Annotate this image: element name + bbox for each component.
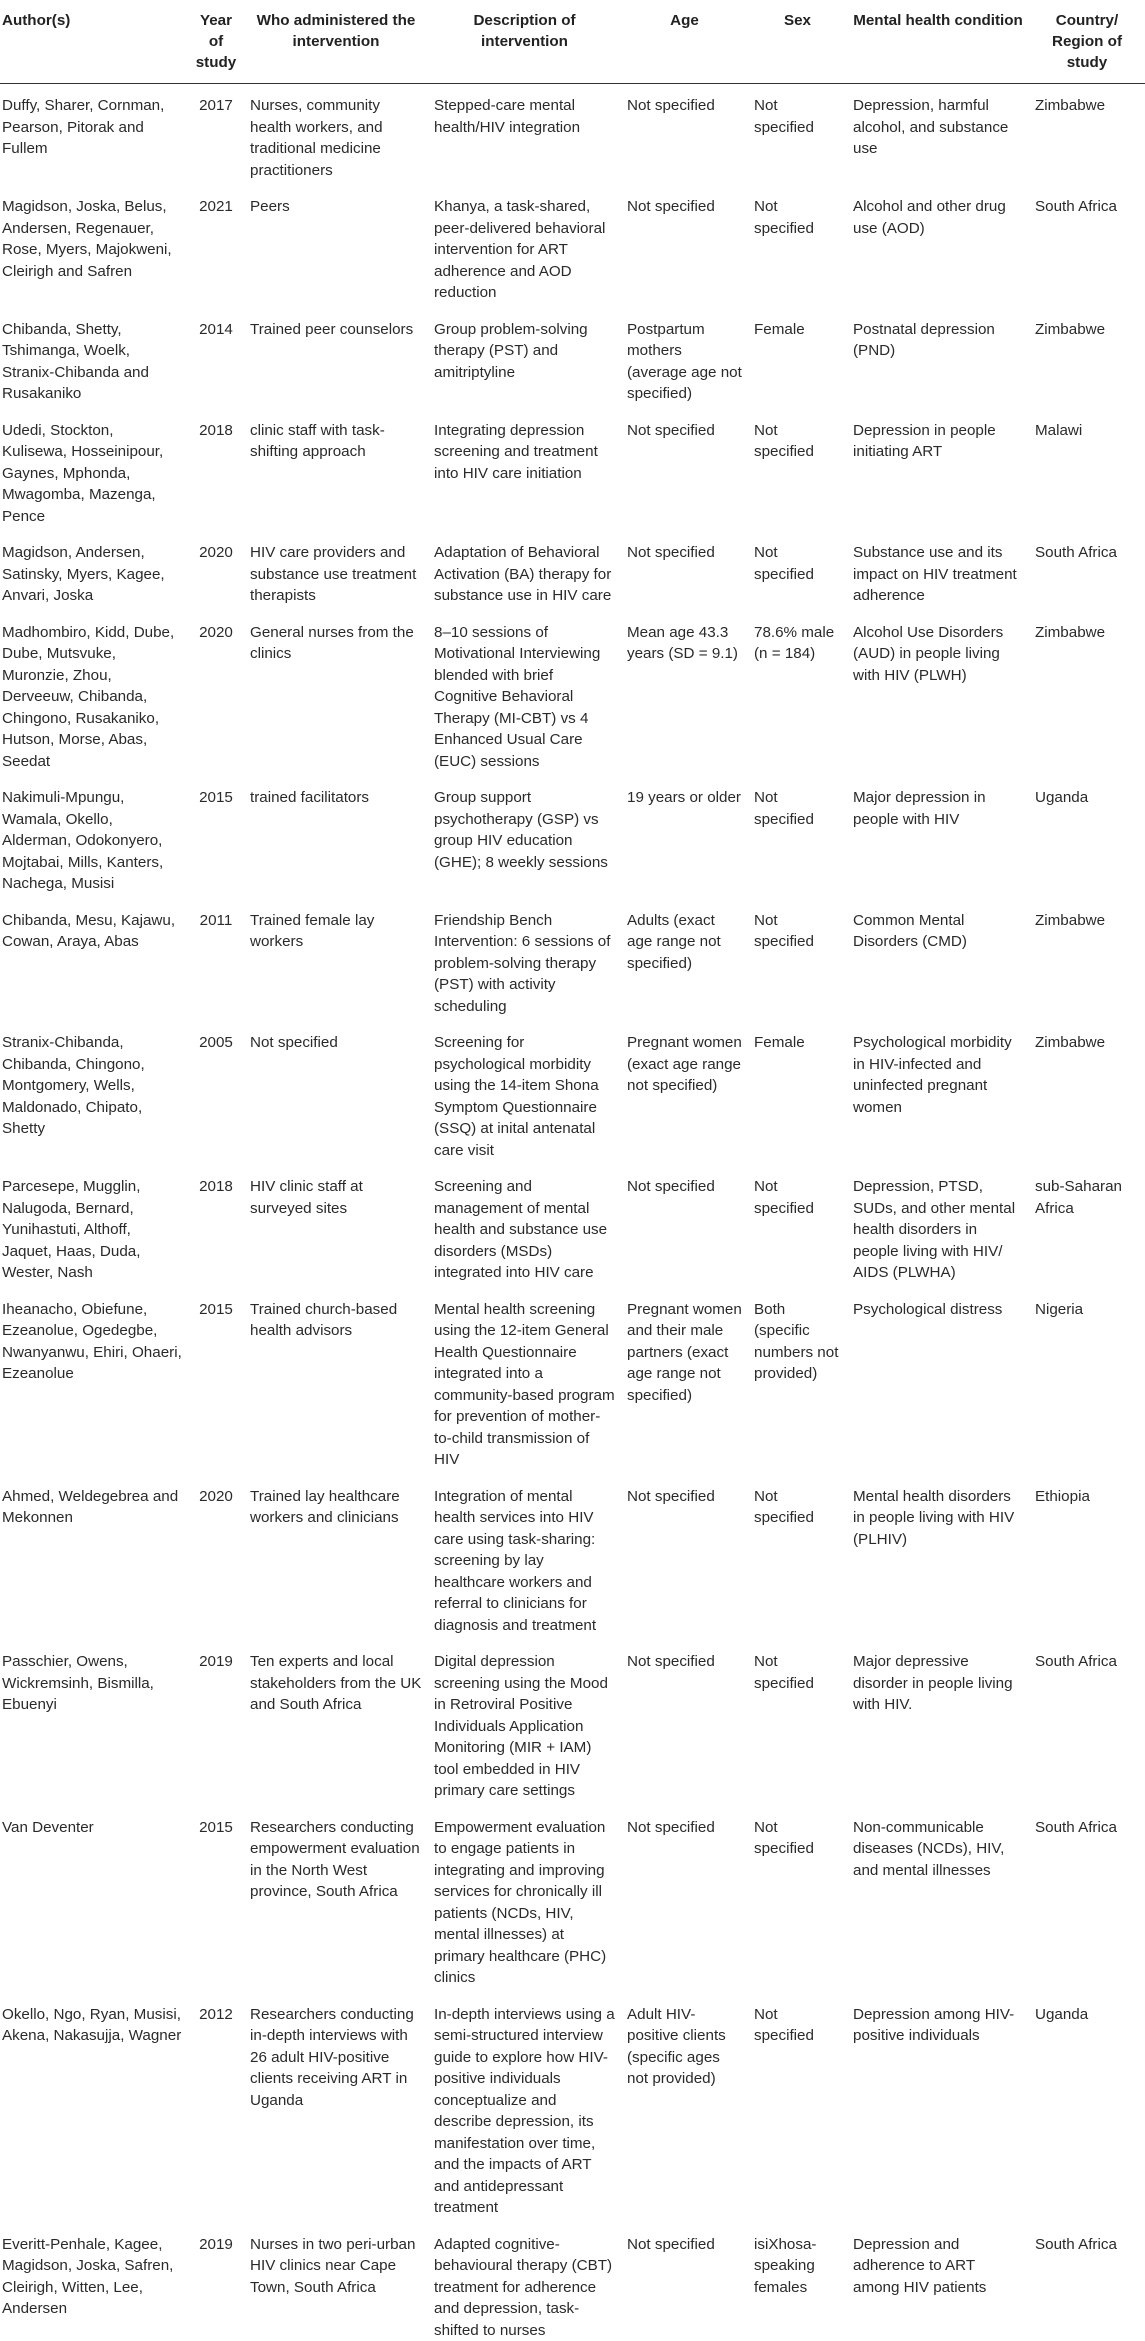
cell-year: 2017: [188, 84, 244, 186]
cell-age: Not specified: [621, 1475, 748, 1641]
cell-age: Pregnant women (exact age range not specified): [621, 1021, 748, 1165]
table-row: [0, 611, 1145, 777]
cell-year: 2014: [188, 308, 244, 409]
cell-description: Stepped-care mental health/HIV integration: [428, 84, 621, 186]
cell-sex: Not specified: [748, 776, 847, 899]
cell-year: 2005: [188, 1021, 244, 1165]
table-row: [0, 1475, 1145, 1641]
cell-sex: 78.6% male (n = 184): [748, 611, 847, 777]
cell-year: 2020: [188, 1475, 244, 1641]
cell-condition: Major depressive disorder in people living with HIV.: [847, 1640, 1029, 1806]
cell-authors: Chibanda, Mesu, Kajawu, Cowan, Araya, Abas: [0, 899, 188, 1022]
cell-description: Adapted cognitive-behavioural therapy (CBT) treatment for adherence and depression, task-shifted to nurses: [428, 2223, 621, 2341]
cell-administered-by: Researchers conducting in-depth interviews with 26 adult HIV-positive clients receiving ART in Uganda: [244, 1993, 428, 2223]
table-row: [0, 185, 1145, 308]
cell-year: 2019: [188, 2223, 244, 2341]
table-row: [0, 1993, 1145, 2223]
cell-age: Not specified: [621, 84, 748, 186]
cell-age: Pregnant women and their male partners (exact age range not specified): [621, 1288, 748, 1475]
cell-description: Group problem-solving therapy (PST) and amitriptyline: [428, 308, 621, 409]
cell-condition: Common Mental Disorders (CMD): [847, 899, 1029, 1022]
cell-description: Screening and management of mental health and substance use disorders (MSDs) integrated into HIV care: [428, 1165, 621, 1288]
cell-condition: Psychological distress: [847, 1288, 1029, 1475]
cell-administered-by: Trained peer counselors: [244, 308, 428, 409]
cell-sex: Not specified: [748, 409, 847, 532]
cell-administered-by: Nurses, community health workers, and traditional medicine practitioners: [244, 84, 428, 186]
cell-country: South Africa: [1029, 531, 1145, 611]
cell-sex: Not specified: [748, 1806, 847, 1993]
cell-authors: Iheanacho, Obiefune, Ezeanolue, Ogedegbe, Nwanyanwu, Ehiri, Ohaeri, Ezeanolue: [0, 1288, 188, 1475]
cell-country: Uganda: [1029, 1993, 1145, 2223]
cell-condition: Depression in people initiating ART: [847, 409, 1029, 532]
cell-age: Not specified: [621, 409, 748, 532]
header-authors: Author(s): [0, 0, 188, 84]
cell-sex: Not specified: [748, 1993, 847, 2223]
cell-description: Empowerment evaluation to engage patients in integrating and improving services for chronically ill patients (NCDs, HIV, mental illnesses) at primary healthcare (PHC) clinics: [428, 1806, 621, 1993]
cell-year: 2015: [188, 776, 244, 899]
cell-authors: Stranix-Chibanda, Chibanda, Chingono, Montgomery, Wells, Maldonado, Chipato, Shetty: [0, 1021, 188, 1165]
cell-sex: Not specified: [748, 1475, 847, 1641]
cell-condition: Depression and adherence to ART among HIV patients: [847, 2223, 1029, 2341]
header-condition: Mental health condition: [847, 0, 1029, 84]
cell-country: South Africa: [1029, 1806, 1145, 1993]
table-row: [0, 1288, 1145, 1475]
table-header-row: [0, 0, 1145, 84]
table-row: [0, 1640, 1145, 1806]
cell-administered-by: trained facilitators: [244, 776, 428, 899]
cell-year: 2011: [188, 899, 244, 1022]
cell-year: 2021: [188, 185, 244, 308]
cell-administered-by: clinic staff with task-shifting approach: [244, 409, 428, 532]
cell-authors: Everitt-Penhale, Kagee, Magidson, Joska, Safren, Cleirigh, Witten, Lee, Andersen: [0, 2223, 188, 2341]
cell-age: Not specified: [621, 1640, 748, 1806]
cell-authors: Duffy, Sharer, Cornman, Pearson, Pitorak and Fullem: [0, 84, 188, 186]
cell-authors: Parcesepe, Mugglin, Nalugoda, Bernard, Yunihastuti, Althoff, Jaquet, Haas, Duda, Wester, Nash: [0, 1165, 188, 1288]
cell-condition: Mental health disorders in people living with HIV (PLHIV): [847, 1475, 1029, 1641]
cell-description: Digital depression screening using the Mood in Retroviral Positive Individuals Application Monitoring (MIR + IAM) tool embedded in HIV primary care settings: [428, 1640, 621, 1806]
cell-administered-by: Ten experts and local stakeholders from the UK and South Africa: [244, 1640, 428, 1806]
cell-country: South Africa: [1029, 2223, 1145, 2341]
cell-description: In-depth interviews using a semi-structured interview guide to explore how HIV-positive individuals conceptualize and describe depression, its manifestation over time, and the impacts of ART and antidepressant treatment: [428, 1993, 621, 2223]
cell-administered-by: Trained female lay workers: [244, 899, 428, 1022]
cell-authors: Van Deventer: [0, 1806, 188, 1993]
cell-administered-by: Trained church-based health advisors: [244, 1288, 428, 1475]
header-description: Description of intervention: [428, 0, 621, 84]
table-row: [0, 2223, 1145, 2341]
cell-sex: Not specified: [748, 1640, 847, 1806]
cell-description: 8–10 sessions of Motivational Interviewing blended with brief Cognitive Behavioral Therapy (MI-CBT) vs 4 Enhanced Usual Care (EUC) sessions: [428, 611, 621, 777]
cell-country: Nigeria: [1029, 1288, 1145, 1475]
cell-condition: Psychological morbidity in HIV-infected and uninfected pregnant women: [847, 1021, 1029, 1165]
cell-description: Integrating depression screening and treatment into HIV care initiation: [428, 409, 621, 532]
cell-sex: Not specified: [748, 84, 847, 186]
cell-condition: Major depression in people with HIV: [847, 776, 1029, 899]
cell-age: Postpartum mothers (average age not specified): [621, 308, 748, 409]
cell-condition: Non-communicable diseases (NCDs), HIV, and mental illnesses: [847, 1806, 1029, 1993]
cell-year: 2012: [188, 1993, 244, 2223]
cell-age: Adult HIV-positive clients (specific ages not provided): [621, 1993, 748, 2223]
cell-condition: Postnatal depression (PND): [847, 308, 1029, 409]
cell-description: Khanya, a task-shared, peer-delivered behavioral intervention for ART adherence and AOD reduction: [428, 185, 621, 308]
cell-condition: Alcohol and other drug use (AOD): [847, 185, 1029, 308]
cell-age: Not specified: [621, 185, 748, 308]
cell-description: Screening for psychological morbidity using the 14-item Shona Symptom Questionnaire (SSQ) at inital antenatal care visit: [428, 1021, 621, 1165]
table-row: [0, 1165, 1145, 1288]
cell-authors: Okello, Ngo, Ryan, Musisi, Akena, Nakasujja, Wagner: [0, 1993, 188, 2223]
cell-year: 2020: [188, 611, 244, 777]
cell-sex: Female: [748, 308, 847, 409]
header-year: Year of study: [188, 0, 244, 84]
cell-administered-by: Peers: [244, 185, 428, 308]
cell-description: Integration of mental health services into HIV care using task-sharing: screening by lay healthcare workers and referral to clinicians for diagnosis and treatment: [428, 1475, 621, 1641]
cell-age: Adults (exact age range not specified): [621, 899, 748, 1022]
header-country: Country/ Region of study: [1029, 0, 1145, 84]
cell-administered-by: HIV care providers and substance use treatment therapists: [244, 531, 428, 611]
table-row: [0, 84, 1145, 186]
cell-authors: Magidson, Joska, Belus, Andersen, Regenauer, Rose, Myers, Majokweni, Cleirigh and Safren: [0, 185, 188, 308]
cell-sex: Female: [748, 1021, 847, 1165]
cell-authors: Madhombiro, Kidd, Dube, Dube, Mutsvuke, Muronzie, Zhou, Derveeuw, Chibanda, Chingono, Rusakaniko, Hutson, Morse, Abas, Seedat: [0, 611, 188, 777]
cell-condition: Alcohol Use Disorders (AUD) in people living with HIV (PLWH): [847, 611, 1029, 777]
table-row: [0, 1806, 1145, 1993]
table-row: [0, 776, 1145, 899]
cell-condition: Depression among HIV-positive individuals: [847, 1993, 1029, 2223]
table-row: [0, 409, 1145, 532]
cell-administered-by: Trained lay healthcare workers and clinicians: [244, 1475, 428, 1641]
cell-year: 2020: [188, 531, 244, 611]
cell-administered-by: General nurses from the clinics: [244, 611, 428, 777]
cell-description: Group support psychotherapy (GSP) vs group HIV education (GHE); 8 weekly sessions: [428, 776, 621, 899]
table-row: [0, 531, 1145, 611]
cell-age: Not specified: [621, 1806, 748, 1993]
cell-administered-by: Researchers conducting empowerment evaluation in the North West province, South Africa: [244, 1806, 428, 1993]
table-row: [0, 899, 1145, 1022]
cell-country: Ethiopia: [1029, 1475, 1145, 1641]
cell-country: Zimbabwe: [1029, 84, 1145, 186]
cell-year: 2018: [188, 409, 244, 532]
cell-country: Zimbabwe: [1029, 899, 1145, 1022]
cell-authors: Ahmed, Weldegebrea and Mekonnen: [0, 1475, 188, 1641]
cell-description: Friendship Bench Intervention: 6 sessions of problem-solving therapy (PST) with activity scheduling: [428, 899, 621, 1022]
cell-authors: Nakimuli-Mpungu, Wamala, Okello, Alderman, Odokonyero, Mojtabai, Mills, Kanters, Nachega, Musisi: [0, 776, 188, 899]
cell-year: 2015: [188, 1806, 244, 1993]
table-body: [0, 84, 1145, 2341]
cell-sex: Not specified: [748, 1165, 847, 1288]
header-age: Age: [621, 0, 748, 84]
cell-age: 19 years or older: [621, 776, 748, 899]
cell-authors: Chibanda, Shetty, Tshimanga, Woelk, Stranix-Chibanda and Rusakaniko: [0, 308, 188, 409]
cell-condition: Depression, harmful alcohol, and substance use: [847, 84, 1029, 186]
table-row: [0, 1021, 1145, 1165]
cell-country: Zimbabwe: [1029, 1021, 1145, 1165]
cell-authors: Udedi, Stockton, Kulisewa, Hosseinipour, Gaynes, Mphonda, Mwagomba, Mazenga, Pence: [0, 409, 188, 532]
cell-country: Zimbabwe: [1029, 611, 1145, 777]
cell-condition: Substance use and its impact on HIV treatment adherence: [847, 531, 1029, 611]
cell-authors: Passchier, Owens, Wickremsinh, Bismilla, Ebuenyi: [0, 1640, 188, 1806]
cell-country: sub-Saharan Africa: [1029, 1165, 1145, 1288]
table-row: [0, 308, 1145, 409]
cell-age: Not specified: [621, 531, 748, 611]
header-administered-by: Who administered the intervention: [244, 0, 428, 84]
cell-description: Adaptation of Behavioral Activation (BA) therapy for substance use in HIV care: [428, 531, 621, 611]
cell-country: Malawi: [1029, 409, 1145, 532]
cell-country: South Africa: [1029, 185, 1145, 308]
cell-year: 2019: [188, 1640, 244, 1806]
cell-year: 2018: [188, 1165, 244, 1288]
cell-description: Mental health screening using the 12-item General Health Questionnaire integrated into a community-based program for prevention of mother-to-child transmission of HIV: [428, 1288, 621, 1475]
cell-condition: Depression, PTSD, SUDs, and other mental health disorders in people living with HIV/ AIDS (PLWHA): [847, 1165, 1029, 1288]
cell-authors: Magidson, Andersen, Satinsky, Myers, Kagee, Anvari, Joska: [0, 531, 188, 611]
header-sex: Sex: [748, 0, 847, 84]
cell-administered-by: Not specified: [244, 1021, 428, 1165]
cell-sex: Not specified: [748, 899, 847, 1022]
cell-administered-by: HIV clinic staff at surveyed sites: [244, 1165, 428, 1288]
cell-country: South Africa: [1029, 1640, 1145, 1806]
cell-year: 2015: [188, 1288, 244, 1475]
cell-sex: Not specified: [748, 185, 847, 308]
cell-age: Mean age 43.3 years (SD = 9.1): [621, 611, 748, 777]
cell-administered-by: Nurses in two peri-urban HIV clinics near Cape Town, South Africa: [244, 2223, 428, 2341]
cell-sex: isiXhosa-speaking females: [748, 2223, 847, 2341]
cell-age: Not specified: [621, 2223, 748, 2341]
cell-age: Not specified: [621, 1165, 748, 1288]
cell-sex: Not specified: [748, 531, 847, 611]
cell-sex: Both (specific numbers not provided): [748, 1288, 847, 1475]
cell-country: Uganda: [1029, 776, 1145, 899]
cell-country: Zimbabwe: [1029, 308, 1145, 409]
